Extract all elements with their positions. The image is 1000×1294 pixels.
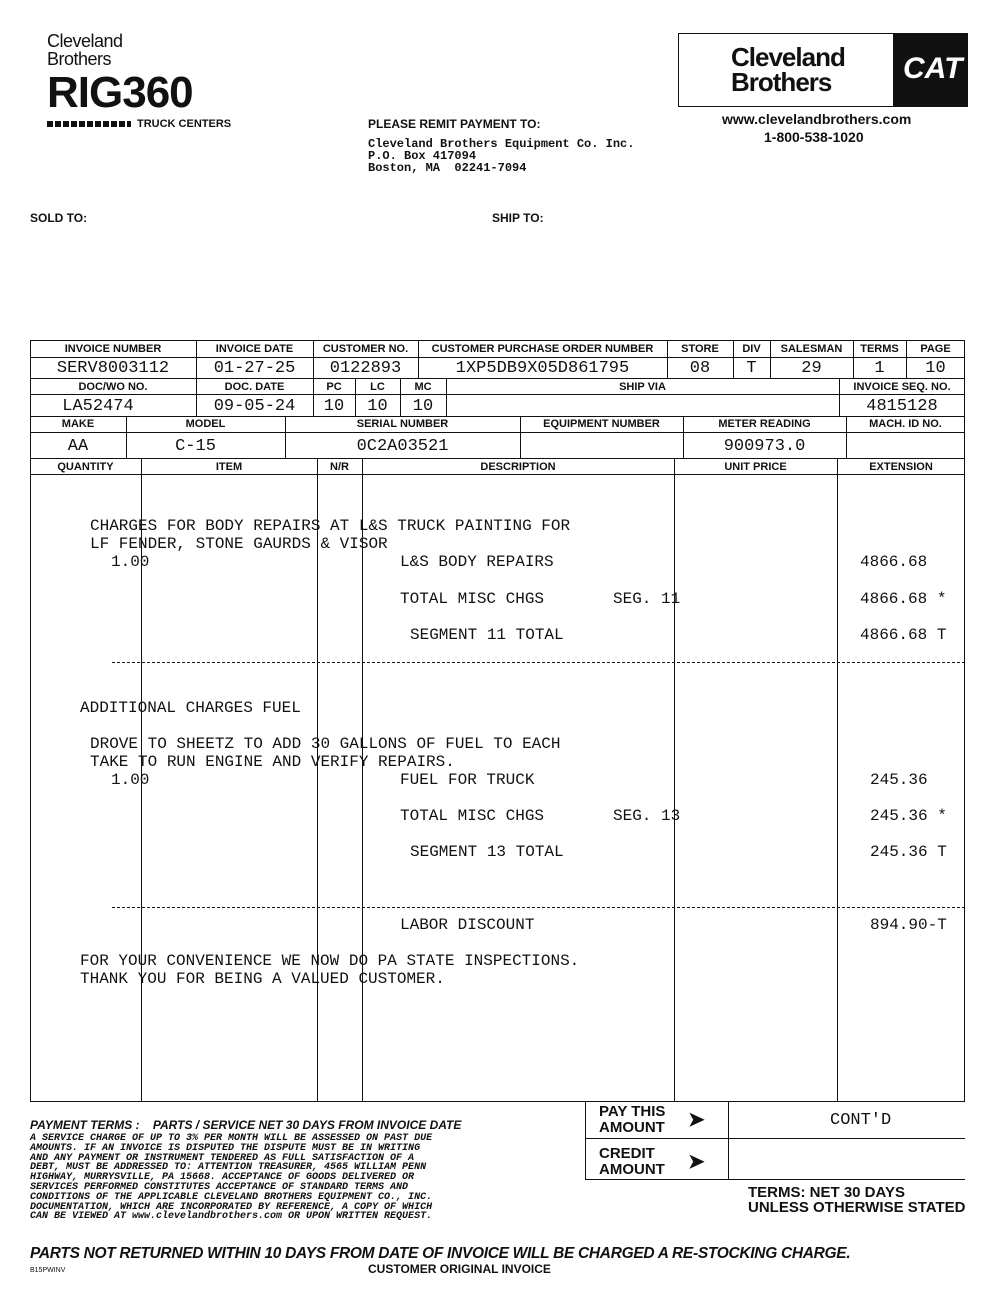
line-text: CHARGES FOR BODY REPAIRS AT L&S TRUCK PAINTING FOR: [90, 517, 571, 535]
line-text: TAKE TO RUN ENGINE AND VERIFY REPAIRS.: [90, 753, 455, 771]
line-text: FOR YOUR CONVENIENCE WE NOW DO PA STATE INSPECTIONS.: [80, 952, 580, 970]
terms-line2: UNLESS OTHERWISE STATED: [748, 1199, 966, 1216]
hdr-docwo: DOC/WO NO.: [78, 381, 148, 393]
pay-this-label: [599, 1104, 665, 1136]
restock-notice: PARTS NOT RETURNED WITHIN 10 DAYS FROM DATE OF INVOICE WILL BE CHARGED A RE-STOCKING CHARGE.: [30, 1245, 851, 1262]
remit-line3: Boston, MA 02241-7094: [368, 161, 527, 175]
remit-label: PLEASE REMIT PAYMENT TO:: [368, 117, 541, 131]
arrow-right-icon: ➤: [688, 1109, 705, 1131]
line-ext: 245.36: [870, 771, 928, 789]
line-seg: SEG. 13: [613, 807, 681, 825]
fine-line: DEBT, MUST BE ADDRESSED TO: ATTENTION TREASURER, 4565 WILLIAM PENN: [30, 1162, 427, 1174]
separator: [112, 662, 965, 663]
credit-line1: CREDIT: [599, 1145, 655, 1162]
fine-line: A SERVICE CHARGE OF UP TO 3% PER MONTH WILL BE ASSESSED ON PAST DUE: [30, 1133, 433, 1144]
mc: 10: [412, 397, 434, 416]
line-text: THANK YOU FOR BEING A VALUED CUSTOMER.: [80, 970, 445, 988]
hdr-equip: EQUIPMENT NUMBER: [543, 418, 660, 430]
line-text: ADDITIONAL CHARGES FUEL: [80, 699, 301, 717]
hdr-mach: MACH. ID NO.: [869, 418, 942, 430]
line-desc: LABOR DISCOUNT: [400, 916, 535, 934]
line-desc: TOTAL MISC CHGS: [400, 590, 545, 608]
logo-cleveland: Cleveland: [731, 42, 845, 72]
pc: 10: [323, 397, 345, 416]
line-desc: FUEL FOR TRUCK: [400, 771, 535, 789]
hdr-serial: SERIAL NUMBER: [356, 418, 449, 430]
customer-original: CUSTOMER ORIGINAL INVOICE: [368, 1262, 551, 1276]
fine-line: SERVICES PERFORMED CONSTITUTES ACCEPTANCE OF STANDARD TERMS AND: [30, 1181, 409, 1193]
payment-terms: PAYMENT TERMS : PARTS / SERVICE NET 30 DAYS FROM INVOICE DATE: [30, 1118, 462, 1132]
make: AA: [67, 437, 89, 456]
doc-date: 09-05-24: [213, 397, 296, 416]
logo-main-text: RIG360: [47, 68, 193, 117]
line-desc: L&S BODY REPAIRS: [400, 553, 554, 571]
hdr-docdate: DOC. DATE: [224, 381, 285, 393]
col-unit-price: UNIT PRICE: [724, 461, 787, 473]
meter-reading: 900973.0: [723, 437, 806, 456]
hdr-po: CUSTOMER PURCHASE ORDER NUMBER: [431, 343, 654, 355]
hdr-model: MODEL: [185, 418, 226, 430]
line-ext: 4866.68: [860, 553, 928, 571]
line-ext: 4866.68 *: [860, 590, 947, 608]
hdr-make: MAKE: [61, 418, 95, 430]
line-qty: 1.00: [111, 553, 150, 571]
fine-line: CONDITIONS OF THE APPLICABLE CLEVELAND BROTHERS EQUIPMENT CO., INC.: [30, 1191, 433, 1203]
line-desc: SEGMENT 11 TOTAL: [410, 626, 564, 644]
col-item: ITEM: [215, 461, 243, 473]
fine-line: DOCUMENTATION, WHICH ARE INCORPORATED BY REFERENCE, A COPY OF WHICH: [30, 1201, 433, 1213]
credit-label: [599, 1146, 665, 1178]
hdr-salesman: SALESMAN: [780, 343, 843, 355]
hdr-pc: PC: [326, 381, 342, 393]
lc: 10: [367, 397, 388, 416]
arrow-right-icon: ➤: [688, 1151, 705, 1173]
cat-logo-text: CAT: [903, 52, 963, 85]
hdr-mc: MC: [414, 381, 432, 393]
customer-no: 0122893: [329, 359, 402, 378]
ship-to-label: SHIP TO:: [492, 211, 544, 225]
store: 08: [689, 359, 711, 378]
invoice-date: 01-27-25: [213, 359, 296, 378]
fine-line: AND ANY PAYMENT OR INSTRUMENT TENDERED AS FULL SATISFACTION OF A: [30, 1152, 415, 1164]
hdr-shipvia: SHIP VIA: [619, 381, 666, 393]
separator: [112, 907, 965, 908]
hdr-lc: LC: [370, 381, 385, 393]
div: T: [746, 359, 757, 378]
website: www.clevelandbrothers.com: [722, 111, 912, 127]
serial-number: 0C2A03521: [356, 437, 449, 456]
pay-amount-value: CONT'D: [830, 1111, 892, 1130]
hdr-seq: INVOICE SEQ. NO.: [853, 381, 951, 393]
cb-cat-logo: [678, 33, 968, 107]
remit-line2: P.O. Box 417094: [368, 149, 477, 163]
fine-line: HIGHWAY, MURRYSVILLE, PA 15668. ACCEPTANCE OF GOODS DELIVERED OR: [30, 1172, 415, 1184]
line-text: LF FENDER, STONE GAURDS & VISOR: [90, 535, 388, 553]
line-seg: SEG. 11: [613, 590, 681, 608]
terms: 1: [874, 359, 885, 378]
pay-this-line2: AMOUNT: [599, 1119, 665, 1136]
col-extension: EXTENSION: [869, 461, 933, 473]
line-ext: 245.36 *: [870, 807, 947, 825]
col-description: DESCRIPTION: [480, 461, 556, 473]
phone: 1-800-538-1020: [764, 129, 864, 145]
hdr-store: STORE: [681, 343, 719, 355]
form-code: B15PWINV: [30, 1267, 66, 1274]
line-qty: 1.00: [111, 771, 150, 789]
invoice-number: SERV8003112: [56, 359, 170, 378]
fine-line: AMOUNTS. IF AN INVOICE IS DISPUTED THE DISPUTE MUST BE IN WRITING: [30, 1142, 421, 1154]
cat-logo-box: [893, 34, 967, 106]
hdr-meter: METER READING: [718, 418, 811, 430]
hdr-page: PAGE: [920, 343, 951, 355]
logo-bar: [47, 121, 131, 127]
salesman: 29: [801, 359, 822, 378]
fine-line: CAN BE VIEWED AT www.clevelandbrothers.com OR UPON WRITTEN REQUEST.: [30, 1211, 433, 1223]
remit-line1: Cleveland Brothers Equipment Co. Inc.: [368, 137, 635, 151]
hdr-terms: TERMS: [860, 343, 899, 355]
col-quantity: QUANTITY: [57, 461, 114, 473]
credit-line2: AMOUNT: [599, 1161, 665, 1178]
invoice-seq: 4815128: [866, 397, 938, 416]
line-desc: SEGMENT 13 TOTAL: [410, 843, 564, 861]
line-ext: 245.36 T: [870, 843, 947, 861]
logo-sub-text: TRUCK CENTERS: [137, 118, 232, 130]
hdr-customer-no: CUSTOMER NO.: [322, 343, 409, 355]
pay-this-line1: PAY THIS: [599, 1103, 666, 1120]
model: C-15: [175, 437, 216, 456]
fine-print: [30, 1134, 432, 1222]
hdr-invoice-date: INVOICE DATE: [215, 343, 294, 355]
rig360-logo: [47, 32, 247, 142]
terms-line1: TERMS: NET 30 DAYS: [748, 1184, 905, 1201]
sold-to-label: SOLD TO:: [30, 211, 88, 225]
doc-wo-no: LA52474: [62, 397, 134, 416]
line-ext: 894.90-T: [870, 916, 947, 934]
logo-brothers: Brothers: [731, 67, 832, 97]
page: 10: [925, 359, 946, 378]
line-ext: 4866.68 T: [860, 626, 947, 644]
line-desc: TOTAL MISC CHGS: [400, 807, 545, 825]
logo-mid-text: Brothers: [47, 49, 112, 69]
po-number: 1XP5DB9X05D861795: [455, 359, 630, 378]
line-text: DROVE TO SHEETZ TO ADD 30 GALLONS OF FUEL TO EACH: [90, 735, 561, 753]
col-nr: N/R: [330, 461, 349, 473]
hdr-div: DIV: [742, 343, 761, 355]
logo-top-text: Cleveland: [47, 31, 123, 51]
hdr-invoice-number: INVOICE NUMBER: [64, 343, 162, 355]
